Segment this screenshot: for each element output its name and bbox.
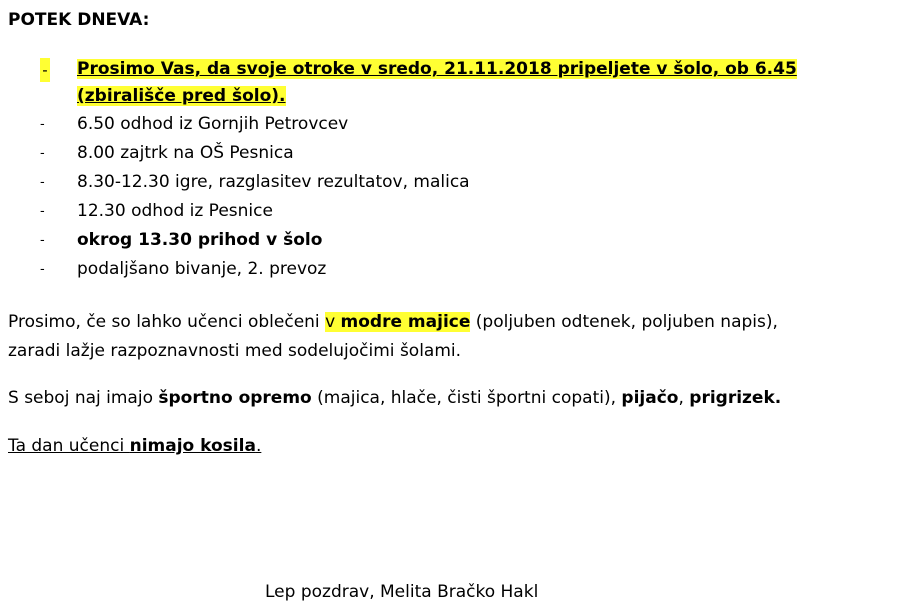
lunch-text-2: .: [255, 436, 262, 456]
list-bullet: -: [40, 233, 45, 248]
list-item-text: okrog 13.30 prihod v šolo: [77, 230, 323, 250]
list-bullet: -: [40, 58, 50, 82]
signature: Lep pozdrav, Melita Bračko Hakl: [265, 582, 539, 602]
list-item-text: 8.00 zajtrk na OŠ Pesnica: [77, 143, 294, 163]
equipment-bold-1: športno opremo: [158, 388, 312, 408]
list-item: [0, 197, 910, 226]
list-bullet: -: [40, 146, 45, 161]
schedule-list: [0, 56, 910, 284]
shirts-highlight: [325, 312, 470, 332]
list-item: [0, 168, 910, 197]
shirts-text-line-2: zaradi lažje razpoznavnosti med sodelujočimi šolami.: [8, 341, 462, 361]
list-item-text: 12.30 odhod iz Pesnice: [77, 201, 273, 221]
equipment-bold-2: pijačo: [621, 388, 679, 408]
list-item: [0, 255, 910, 284]
shirts-text-4: (poljuben odtenek, poljuben napis),: [470, 312, 778, 332]
list-item-text: 6.50 odhod iz Gornjih Petrovcev: [77, 114, 349, 134]
lunch-bold: nimajo kosila: [129, 436, 256, 456]
lunch-text-1: Ta dan učenci: [8, 436, 130, 456]
lunch-paragraph: [8, 432, 888, 461]
list-item-text: podaljšano bivanje, 2. prevoz: [77, 259, 327, 279]
list-item: [0, 110, 910, 139]
shirts-text-1: Prosimo, če so lahko učenci oblečeni: [8, 312, 326, 332]
list-item-highlighted: [0, 56, 910, 110]
page-title: POTEK DNEVA:: [8, 10, 150, 30]
shirts-text-2: v: [325, 312, 336, 332]
highlighted-note-line-1: Prosimo Vas, da svoje otroke v sredo, 21.11.2018 pripeljete v šolo, ob 6.45: [77, 59, 797, 79]
list-bullet: -: [40, 175, 45, 190]
shirts-paragraph: [8, 308, 888, 366]
list-bullet: -: [40, 204, 45, 219]
highlighted-note-line-2: (zbirališče pred šolo).: [77, 86, 286, 106]
list-item: [0, 226, 910, 255]
list-item: [0, 139, 910, 168]
equipment-text-1: S seboj naj imajo: [8, 388, 159, 408]
equipment-paragraph: [8, 384, 888, 413]
highlighted-note: [77, 56, 877, 110]
list-item-text: 8.30-12.30 igre, razglasitev rezultatov, malica: [77, 172, 470, 192]
equipment-bold-3: prigrizek.: [689, 388, 782, 408]
list-bullet: -: [40, 262, 45, 277]
equipment-text-3: ,: [678, 388, 690, 408]
equipment-text-2: (majica, hlače, čisti športni copati),: [311, 388, 622, 408]
list-bullet: -: [40, 117, 45, 132]
shirts-bold: modre majice: [340, 312, 471, 332]
